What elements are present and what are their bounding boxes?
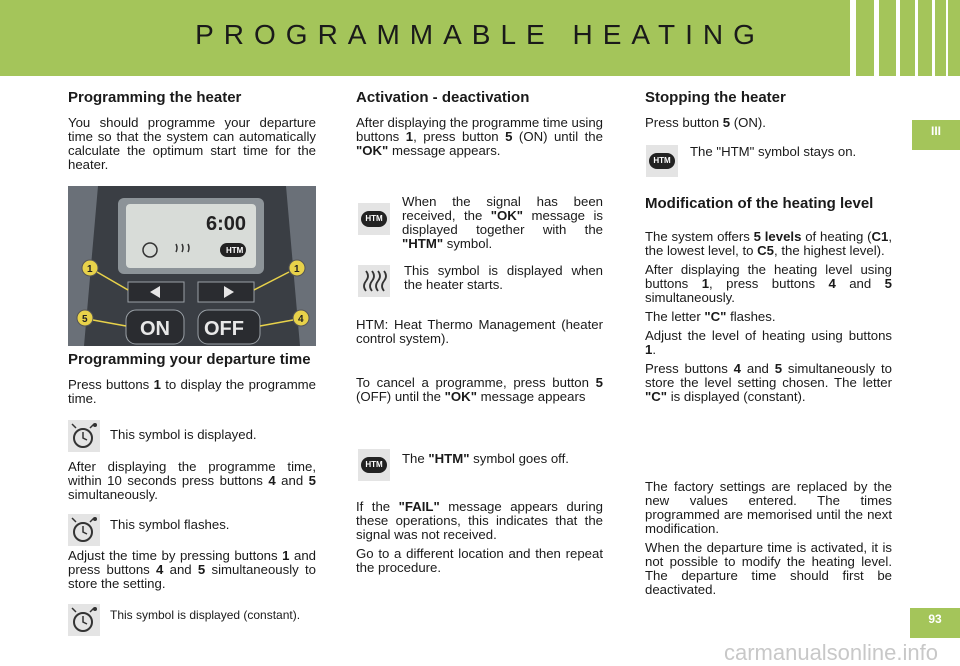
icon-caption: When the signal has been received, the "OK" message is displayed together with the "HTM" symbol. — [402, 194, 603, 251]
paragraph: To cancel a programme, press button 5 (OFF) until the "OK" message appears — [356, 375, 603, 404]
paragraph: Go to a different location and then repeat the procedure. — [356, 546, 603, 575]
paragraph: The system offers 5 levels of heating (C1, the lowest level, to C5, the highest level). — [645, 229, 892, 258]
callout-label: 1 — [294, 264, 300, 275]
htm-icon: HTM — [646, 145, 678, 177]
alarm-clock-icon — [68, 514, 100, 546]
page-number-tab — [910, 608, 960, 638]
paragraph: You should programme your departure time so that the system can automatically calculate the optimum start time for the heater. — [68, 115, 316, 172]
paragraph-block — [356, 500, 603, 575]
heat-waves-icon — [358, 265, 390, 297]
section-heading: Programming the heater — [68, 89, 242, 106]
paragraph-block — [645, 480, 892, 597]
column-3-lower — [645, 196, 892, 404]
column-1 — [68, 90, 316, 172]
alarm-clock-icon — [68, 420, 100, 452]
callout-label: 1 — [87, 264, 93, 275]
page-number: 93 — [928, 612, 942, 626]
remote-illustration — [68, 186, 316, 346]
column-2 — [356, 90, 603, 158]
icon-caption: This symbol is displayed (constant). — [110, 608, 301, 622]
paragraph-block — [356, 318, 603, 346]
paragraph-block — [356, 376, 603, 404]
paragraph: After displaying the programme time, within 10 seconds press buttons 4 and 5 simultaneously. — [68, 459, 316, 502]
display-time: 6:00 — [206, 213, 247, 235]
column-3 — [645, 90, 892, 130]
on-button-label: ON — [140, 318, 170, 340]
callout-label: 5 — [82, 314, 88, 325]
column-1-lower — [68, 352, 316, 406]
callout-label: 4 — [298, 314, 304, 325]
paragraph-block — [68, 549, 316, 591]
icon-caption: This symbol is displayed. — [110, 427, 257, 442]
paragraph: When the departure time is activated, it is not possible to modify the heating level. The departure time should first be deactivated. — [645, 540, 892, 597]
section-heading: Stopping the heater — [645, 89, 786, 106]
page-title: PROGRAMMABLE HEATING — [195, 19, 765, 50]
paragraph: After displaying the programme time using buttons 1, press button 5 (ON) until the "OK" message appears. — [356, 115, 604, 158]
alarm-clock-icon — [68, 604, 100, 636]
paragraph: Press buttons 1 to display the programme time. — [68, 377, 316, 406]
chapter-tab-label: III — [930, 124, 941, 138]
htm-symbol-label: HTM — [226, 246, 244, 255]
section-heading: Modification of the heating level — [645, 195, 874, 212]
paragraph: The factory settings are replaced by the new values entered. The times programmed are memorised until the next modification. — [645, 479, 892, 536]
paragraph: After displaying the heating level using buttons 1, press buttons 4 and 5 simultaneously. — [645, 262, 892, 305]
chapter-tab[interactable] — [912, 120, 960, 150]
paragraph: HTM: Heat Thermo Management (heater control system). — [356, 317, 603, 346]
htm-icon: HTM — [358, 449, 390, 481]
off-button-label: OFF — [204, 318, 244, 340]
icon-caption: This symbol is displayed when the heater starts. — [404, 263, 603, 292]
icon-caption: This symbol flashes. — [110, 517, 230, 532]
watermark: carmanualsonline.info — [723, 640, 938, 665]
paragraph: Adjust the level of heating using buttons 1. — [645, 328, 892, 357]
paragraph: Press button 5 (ON). — [645, 115, 766, 130]
section-heading: Activation - deactivation — [356, 89, 530, 106]
section-heading: Programming your departure time — [68, 351, 311, 368]
htm-icon: HTM — [358, 203, 390, 235]
paragraph: If the "FAIL" message appears during these operations, this indicates that the signal was not received. — [356, 499, 603, 542]
icon-caption: The "HTM" symbol stays on. — [690, 144, 857, 159]
paragraph: Adjust the time by pressing buttons 1 and press buttons 4 and 5 simultaneously to store the setting. — [68, 548, 317, 591]
icon-caption: The "HTM" symbol goes off. — [402, 451, 569, 466]
paragraph: The letter "C" flashes. — [645, 309, 776, 324]
paragraph: Press buttons 4 and 5 simultaneously to store the level setting chosen. The letter "C" is displayed (constant). — [645, 361, 892, 404]
paragraph-block — [68, 460, 316, 502]
remote-control-photo — [68, 186, 316, 346]
